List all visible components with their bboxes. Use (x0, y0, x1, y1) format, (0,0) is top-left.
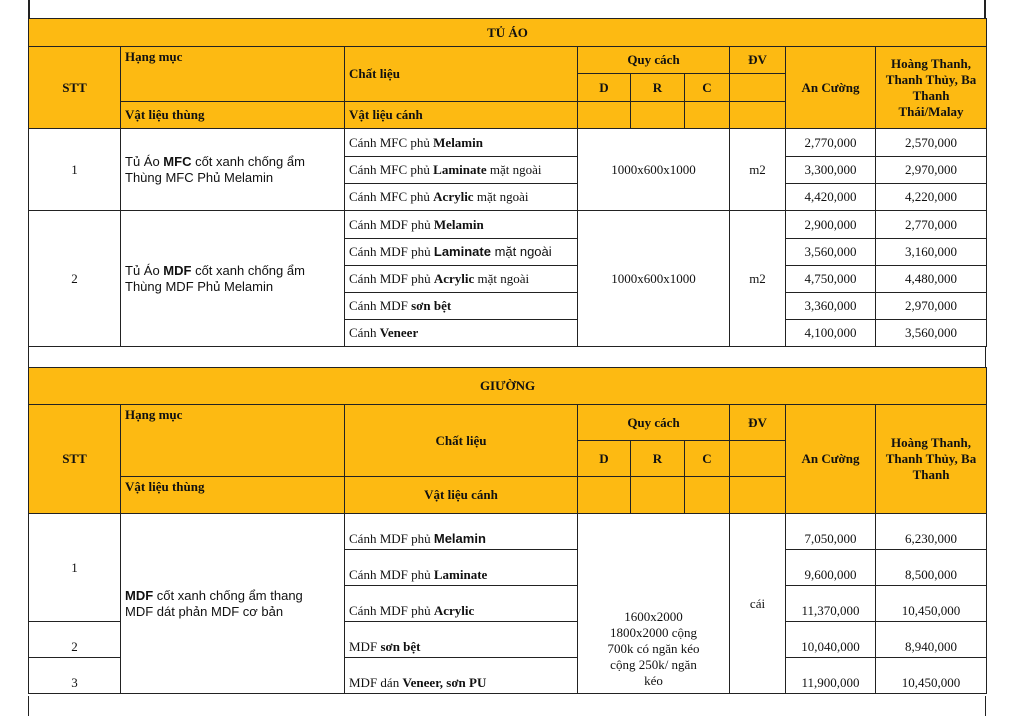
col-stt: STT (29, 405, 121, 514)
stt-cell: 2 (29, 622, 121, 658)
price-hoang-thanh: 3,160,000 (876, 239, 987, 266)
col-dv: ĐV (730, 47, 786, 74)
tu-ao-title: TỦ ÁO (29, 19, 987, 47)
col-quy-cach: Quy cách (578, 405, 730, 441)
price-hoang-thanh: 3,560,000 (876, 320, 987, 347)
price-hoang-thanh: 4,220,000 (876, 184, 987, 211)
col-dv-blank (730, 74, 786, 102)
giuong-title: GIƯỜNG (29, 368, 987, 405)
col-r: R (631, 441, 685, 477)
material-cell: Cánh MDF phủ Melamin (345, 211, 578, 239)
col-d: D (578, 441, 631, 477)
price-hoang-thanh: 6,230,000 (876, 514, 987, 550)
col-vat-lieu-thung: Vật liệu thùng (121, 477, 345, 514)
material-cell: Cánh MDF phủ Laminate (345, 550, 578, 586)
sheet-border-right (984, 0, 986, 18)
price-an-cuong: 3,560,000 (786, 239, 876, 266)
table-row (29, 211, 987, 239)
col-stt: STT (29, 47, 121, 129)
price-hoang-thanh: 2,770,000 (876, 211, 987, 239)
stt-cell: 1 (29, 514, 121, 622)
material-cell: Cánh MDF sơn bệt (345, 293, 578, 320)
price-an-cuong: 2,770,000 (786, 129, 876, 157)
col-hang-muc: Hạng mục (121, 405, 345, 477)
col-vat-lieu-thung: Vật liệu thùng (121, 102, 345, 129)
material-cell: Cánh MDF phủ Acrylic mặt ngoài (345, 266, 578, 293)
col-d: D (578, 74, 631, 102)
price-an-cuong: 10,040,000 (786, 622, 876, 658)
price-an-cuong: 4,420,000 (786, 184, 876, 211)
unit-cell: m2 (730, 211, 786, 347)
col-quy-cach: Quy cách (578, 47, 730, 74)
price-an-cuong: 3,360,000 (786, 293, 876, 320)
stt-cell: 3 (29, 658, 121, 694)
col-dv: ĐV (730, 405, 786, 441)
unit-cell: m2 (730, 129, 786, 211)
tu-ao-table (28, 18, 987, 347)
price-an-cuong: 2,900,000 (786, 211, 876, 239)
sheet-bottom (28, 696, 986, 716)
price-hoang-thanh: 10,450,000 (876, 586, 987, 622)
sheet-border-left (28, 0, 30, 18)
section-gap (28, 347, 986, 367)
size-cell: 1600x2000 1800x2000 cộng 700k có ngăn kéo cộng 250k/ ngăn kéo (578, 514, 730, 694)
table-row (29, 129, 987, 157)
col-an-cuong: An Cường (786, 47, 876, 129)
col-an-cuong: An Cường (786, 405, 876, 514)
price-an-cuong: 4,100,000 (786, 320, 876, 347)
price-an-cuong: 11,370,000 (786, 586, 876, 622)
col-hoang-thanh: Hoàng Thanh, Thanh Thủy, Ba Thanh Thái/Malay (876, 47, 987, 129)
material-cell: MDF dán Veneer, sơn PU (345, 658, 578, 694)
item-cell: Tủ Áo MFC cốt xanh chống ẩm Thùng MFC Phủ Melamin (121, 129, 345, 211)
material-cell: Cánh MDF phủ Laminate mặt ngoài (345, 239, 578, 266)
item-cell: MDF cốt xanh chống ẩm thang MDF dát phản MDF cơ bản (121, 514, 345, 694)
price-an-cuong: 3,300,000 (786, 157, 876, 184)
price-an-cuong: 11,900,000 (786, 658, 876, 694)
col-chat-lieu: Chất liệu (345, 47, 578, 102)
material-cell: MDF sơn bệt (345, 622, 578, 658)
price-hoang-thanh: 8,940,000 (876, 622, 987, 658)
material-cell: Cánh Veneer (345, 320, 578, 347)
price-an-cuong: 4,750,000 (786, 266, 876, 293)
col-vat-lieu-canh: Vật liệu cánh (345, 477, 578, 514)
col-c: C (685, 74, 730, 102)
price-an-cuong: 7,050,000 (786, 514, 876, 550)
price-hoang-thanh: 2,570,000 (876, 129, 987, 157)
stt-cell: 2 (29, 211, 121, 347)
table-row (29, 514, 987, 550)
size-cell: 1000x600x1000 (578, 129, 730, 211)
col-chat-lieu: Chất liệu (345, 405, 578, 477)
item-cell: Tủ Áo MDF cốt xanh chống ẩm Thùng MDF Phủ Melamin (121, 211, 345, 347)
price-hoang-thanh: 8,500,000 (876, 550, 987, 586)
material-cell: Cánh MFC phủ Acrylic mặt ngoài (345, 184, 578, 211)
price-hoang-thanh: 4,480,000 (876, 266, 987, 293)
price-hoang-thanh: 10,450,000 (876, 658, 987, 694)
material-cell: Cánh MFC phủ Melamin (345, 129, 578, 157)
stt-cell: 1 (29, 129, 121, 211)
col-hang-muc: Hạng mục (121, 47, 345, 102)
price-an-cuong: 9,600,000 (786, 550, 876, 586)
col-c: C (685, 441, 730, 477)
col-hoang-thanh: Hoàng Thanh, Thanh Thủy, Ba Thanh (876, 405, 987, 514)
giuong-table (28, 367, 987, 694)
price-hoang-thanh: 2,970,000 (876, 157, 987, 184)
material-cell: Cánh MDF phủ Acrylic (345, 586, 578, 622)
col-r: R (631, 74, 685, 102)
material-cell: Cánh MDF phủ Melamin (345, 514, 578, 550)
unit-cell: cái (730, 514, 786, 694)
price-hoang-thanh: 2,970,000 (876, 293, 987, 320)
col-vat-lieu-canh: Vật liệu cánh (345, 102, 578, 129)
material-cell: Cánh MFC phủ Laminate mặt ngoài (345, 157, 578, 184)
size-cell: 1000x600x1000 (578, 211, 730, 347)
col-dv-blank (730, 441, 786, 477)
